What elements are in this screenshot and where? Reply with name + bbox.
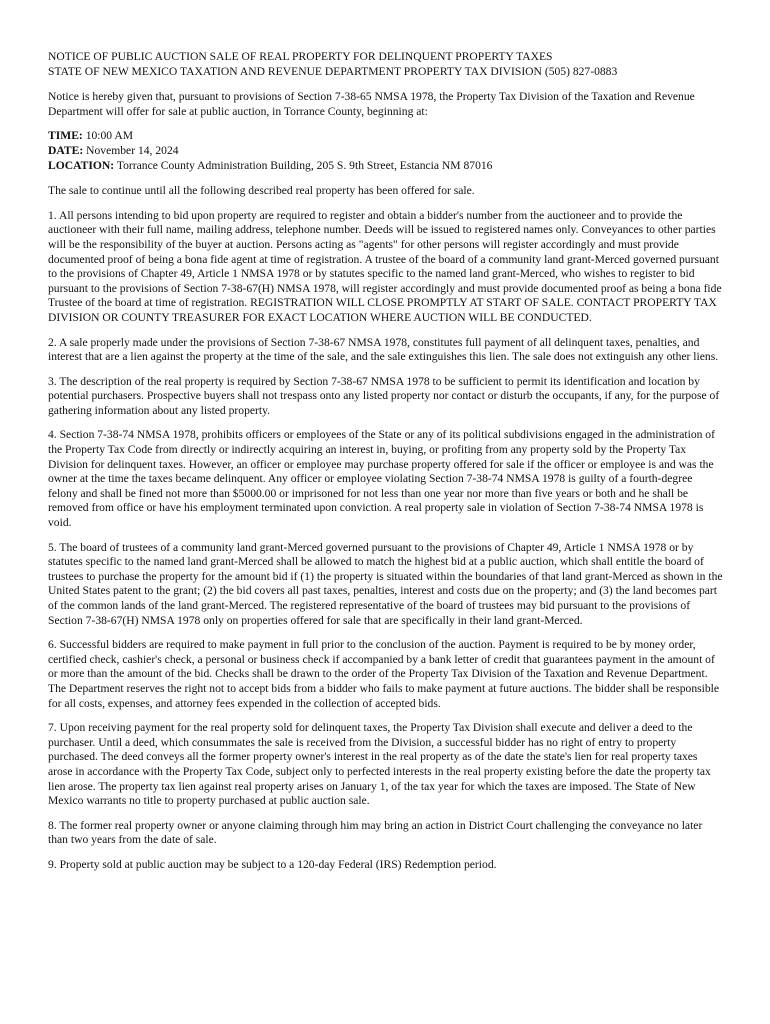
paragraph-7: 7. Upon receiving payment for the real property sold for delinquent taxes, the Property Tax Division shall execute and deliver a deed to the purchaser. Until a deed, which consummates the sale is received from the Division, a successful bidder has no right of entry to property purchased. The deed conveys all the former property owner's interest in the real property as of the date the state's lien for real property taxes arose in accordance with the Property Tax Code, subject only to perfected interests in the real property existing before the date the property tax lien arose. The property tax lien against real property arises on January 1, of the tax year for which the taxes are imposed. The State of New Mexico warrants no title to property purchased at public auction sale. — [48, 721, 711, 808]
time-value: 10:00 AM — [85, 129, 134, 143]
paragraph-2: 2. A sale properly made under the provisions of Section 7-38-67 NMSA 1978, constitutes full payment of all delinquent taxes, penalties, and interest that are a lien against the property at the time of the sale, and the sale extinguishes this lien. The sale does not extinguish any other liens. — [48, 335, 719, 364]
continuation-paragraph: The sale to continue until all the following described real property has been offered for sale. — [48, 184, 475, 198]
time-row — [48, 129, 724, 144]
paragraph-1: 1. All persons intending to bid upon property are required to register and obtain a bidder's number from the auctioneer and to provide the auctioneer with their full name, mailing address, telephone number. Deeds will be issued to registered names only. Conveyances to other parties will be the responsibility of the buyer at auction. Persons acting as "agents" for other persons will register accordingly and must provide documented proof of being a bona fide agent at time of registration. A trustee of the board of a community land grant-Merced governed pursuant to the provisions of Chapter 49, Article 1 NMSA 1978 or by statutes specific to the named land grant-Merced, who wishes to register to bid pursuant to the provisions of Section 7-38-67(H) NMSA 1978, will register accordingly and must provide documented proof as being a bona fide Trustee of the board at time of registration. REGISTRATION WILL CLOSE PROMPTLY AT START OF SALE. CONTACT PROPERTY TAX DIVISION OR COUNTY TREASURER FOR EXACT LOCATION WHERE AUCTION WILL BE CONDUCTED. — [48, 208, 722, 324]
time-label: TIME: — [48, 129, 83, 143]
paragraph-4: 4. Section 7-38-74 NMSA 1978, prohibits officers or employees of the State or any of its political subdivisions engaged in the administration of the Property Tax Code from directly or indirectly acquiring an interest in, buying, or profiting from any property sold by the Property Tax Division for delinquent taxes. However, an officer or employee may purchase property offered for sale if the officer or employee is and was the owner at the time the taxes became delinquent. Any officer or employee violating Section 7-38-74 NMSA 1978 is guilty of a fourth-degree felony and shall be fined not more than $5000.00 or imprisoned for not less than one year nor more than five years or both and he shall be removed from office or have his employment terminated upon conviction. A real property sale in violation of Section 7-38-74 NMSA 1978 is void. — [48, 428, 715, 530]
intro-paragraph: Notice is hereby given that, pursuant to provisions of Section 7-38-65 NMSA 1978, the Property Tax Division of the Taxation and Revenue Department will offer for sale at public auction, in Torrance County, beginning at: — [48, 90, 695, 118]
location-value: Torrance County Administration Building, 205 S. 9th Street, Estancia NM 87016 — [116, 158, 493, 172]
notice-header — [48, 50, 724, 79]
notice-title: NOTICE OF PUBLIC AUCTION SALE OF REAL PROPERTY FOR DELINQUENT PROPERTY TAXES — [48, 50, 553, 63]
date-value: November 14, 2024 — [86, 143, 179, 157]
paragraph-5: 5. The board of trustees of a community land grant-Merced governed pursuant to the provisions of Chapter 49, Article 1 NMSA 1978 or by statutes specific to the named land grant-Merced shall be allowed to match the highest bid at a public auction, which shall entitle the board of trustees to purchase the property for the amount bid if (1) the property is situated within the boundaries of that land grant-Merced as shown in the United States patent to the grant; (2) the bid covers all past taxes, penalties, interest and costs due on the property; and (3) the land becomes part of the common lands of the land grant-Merced. The registered representative of the board of trustees may bid pursuant to the provisions of Section 7-38-67(H) NMSA 1978 only on properties offered for sale that are specifically in their land grant-Merced. — [48, 540, 723, 627]
location-row — [48, 159, 724, 174]
date-row — [48, 144, 724, 159]
paragraph-9: 9. Property sold at public auction may be subject to a 120-day Federal (IRS) Redemption period. — [48, 857, 497, 871]
auction-details — [48, 129, 724, 173]
date-label: DATE: — [48, 143, 84, 157]
location-label: LOCATION: — [48, 158, 115, 172]
paragraph-8: 8. The former real property owner or anyone claiming through him may bring an action in District Court challenging the conveyance no later than two years from the date of sale. — [48, 818, 703, 847]
paragraph-3: 3. The description of the real property is required by Section 7-38-67 NMSA 1978 to be sufficient to permit its identification and location by potential purchasers. Prospective buyers shall not trespass onto any listed property nor contact or disturb the occupants, if any, for the purpose of gathering information about any listed property. — [48, 374, 720, 417]
notice-agency: STATE OF NEW MEXICO TAXATION AND REVENUE DEPARTMENT PROPERTY TAX DIVISION (505) 827-0883 — [48, 64, 618, 78]
paragraph-6: 6. Successful bidders are required to make payment in full prior to the conclusion of the auction. Payment is required to be by money order, certified check, cashier's check, a personal or business check if accompanied by a bank letter of credit that guarantees payment in the amount of or more than the amount of the bid. Checks shall be drawn to the order of the Property Tax Division of the Taxation and Revenue Department. The Department reserves the right not to accept bids from a bidder who fails to make payment at future auctions. The bidder shall be responsible for all costs, expenses, and attorney fees expended in the collection of accepted bids. — [48, 638, 720, 710]
